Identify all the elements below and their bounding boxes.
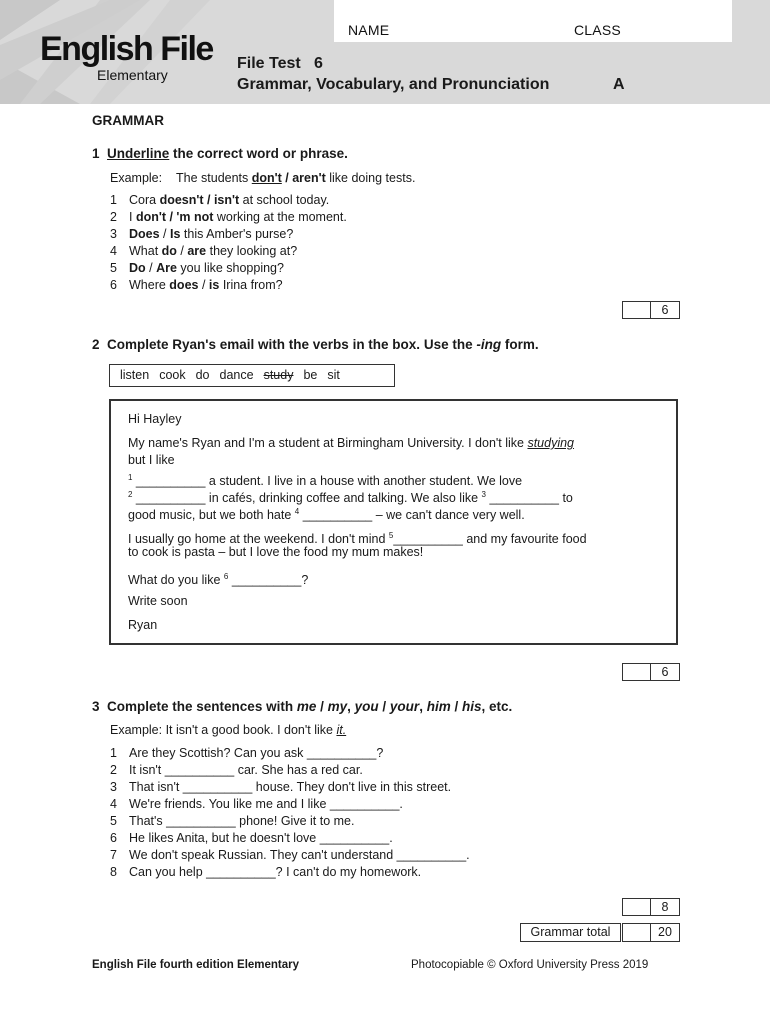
email-greeting: Hi Hayley [128, 412, 182, 426]
list-item[interactable]: That isn't __________ house. They don't live in this street. [129, 780, 452, 794]
example-answer: it. [336, 723, 347, 737]
example-option: / aren't [281, 171, 326, 185]
item-number: 3 [110, 227, 117, 241]
item-number: 8 [110, 865, 117, 879]
item-number: 7 [110, 848, 117, 862]
email-closing: Write soon [128, 594, 188, 608]
item-number: 6 [110, 831, 117, 845]
score-box-total [622, 923, 680, 942]
list-item[interactable]: Where does / is Irina from? [129, 278, 283, 292]
word-item: dance [219, 368, 254, 382]
email-line: to cook is pasta – but I love the food my mum makes! [128, 545, 424, 559]
max-score: 8 [661, 900, 669, 914]
section-heading-grammar: GRAMMAR [92, 113, 164, 128]
question-number: 1 [92, 146, 100, 161]
max-score: 20 [658, 925, 672, 939]
list-item[interactable]: Cora doesn't / isn't at school today. [129, 193, 330, 207]
name-class-field[interactable] [334, 0, 732, 42]
question-2-instruction: 2 Complete Ryan's email with the verbs in the box. Use the -ing form. [92, 337, 539, 352]
grammar-total-label: Grammar total [520, 923, 621, 942]
list-item[interactable]: Do / Are you like shopping? [129, 261, 284, 275]
item-number: 1 [110, 746, 117, 760]
item-number: 5 [110, 261, 117, 275]
email-line[interactable]: $^2$ __________ in cafés, drinking coffee and talking. We also like $^3$ __________ to [128, 490, 573, 506]
email-signature: Ryan [128, 618, 158, 632]
class-label: CLASS [574, 22, 621, 38]
question-3-instruction: 3 Complete the sentences with me / my, you / your, him / his, etc. [92, 699, 513, 714]
item-number: 4 [110, 244, 117, 258]
list-item[interactable]: We're friends. You like me and I like __________. [129, 797, 403, 811]
list-item[interactable]: It isn't __________ car. She has a red car. [129, 763, 363, 777]
list-item[interactable]: That's __________ phone! Give it to me. [129, 814, 355, 828]
brand-logo: English File [40, 30, 213, 68]
email-line[interactable]: $^1$ __________ a student. I live in a house with another student. We love [128, 473, 523, 489]
item-number: 3 [110, 780, 117, 794]
item-number: 2 [110, 763, 117, 777]
list-item[interactable]: We don't speak Russian. They can't understand __________. [129, 848, 470, 862]
item-number: 2 [110, 210, 117, 224]
word-item-used: study [263, 368, 294, 382]
example-answer: studying [527, 436, 575, 450]
test-subtitle: Grammar, Vocabulary, and Pronunciation [237, 76, 550, 93]
instruction-text: the correct word or phrase. [169, 146, 348, 161]
list-item[interactable]: Are they Scottish? Can you ask __________? [129, 746, 384, 760]
instruction-underline-word: Underline [107, 146, 170, 161]
email-line[interactable]: What do you like $^6$ __________? [128, 572, 309, 588]
list-item[interactable]: Does / Is this Amber's purse? [129, 227, 294, 241]
list-item[interactable]: What do / are they looking at? [129, 244, 298, 258]
item-number: 6 [110, 278, 117, 292]
choice-options: doesn't / isn't [159, 193, 240, 207]
max-score: 6 [661, 665, 669, 679]
question-1-example [110, 171, 415, 185]
test-title: File Test 6 [237, 55, 323, 72]
word-item: cook [159, 368, 186, 382]
list-item[interactable]: I don't / 'm not working at the moment. [129, 210, 347, 224]
list-item[interactable]: He likes Anita, but he doesn't love __________. [129, 831, 393, 845]
question-3-example: Example: It isn't a good book. I don't like it. [110, 723, 347, 737]
score-entry-field[interactable] [623, 302, 651, 318]
word-box [109, 364, 395, 387]
choice-options: don't / 'm not [135, 210, 214, 224]
max-score: 6 [661, 303, 669, 317]
email-line[interactable]: good music, but we both hate $^4$ __________ – we can't dance very well. [128, 507, 525, 523]
word-item: sit [327, 368, 340, 382]
example-text-end: like doing tests. [325, 171, 416, 185]
email-line: My name's Ryan and I'm a student at Birmingham University. I don't like studying [128, 436, 575, 450]
score-box-q3 [622, 898, 680, 916]
name-label: NAME [348, 22, 390, 38]
email-line[interactable]: I usually go home at the weekend. I don't mind $^5$__________ and my favourite food [128, 531, 587, 547]
score-box-q1 [622, 301, 680, 319]
example-text: The students [176, 171, 252, 185]
score-entry-field[interactable] [623, 899, 651, 915]
brand-logo-subtitle: Elementary [97, 67, 168, 83]
score-entry-field[interactable] [623, 664, 651, 680]
score-entry-field[interactable] [623, 924, 651, 941]
word-item: listen [120, 368, 150, 382]
test-version: A [613, 76, 625, 93]
footer-copyright: Photocopiable © Oxford University Press 2019 [411, 959, 649, 971]
item-number: 1 [110, 193, 117, 207]
page-header [0, 0, 770, 104]
score-box-q2 [622, 663, 680, 681]
list-item[interactable]: Can you help __________? I can't do my homework. [129, 865, 422, 879]
word-item: do [195, 368, 210, 382]
footer-edition: English File fourth edition Elementary [92, 959, 300, 971]
example-label: Example: [110, 171, 163, 185]
example-answer: don't [251, 171, 282, 185]
email-line: but I like [128, 453, 175, 467]
item-number: 4 [110, 797, 117, 811]
word-item: be [303, 368, 318, 382]
item-number: 5 [110, 814, 117, 828]
email-box [109, 399, 678, 645]
question-1-instruction [92, 146, 348, 161]
